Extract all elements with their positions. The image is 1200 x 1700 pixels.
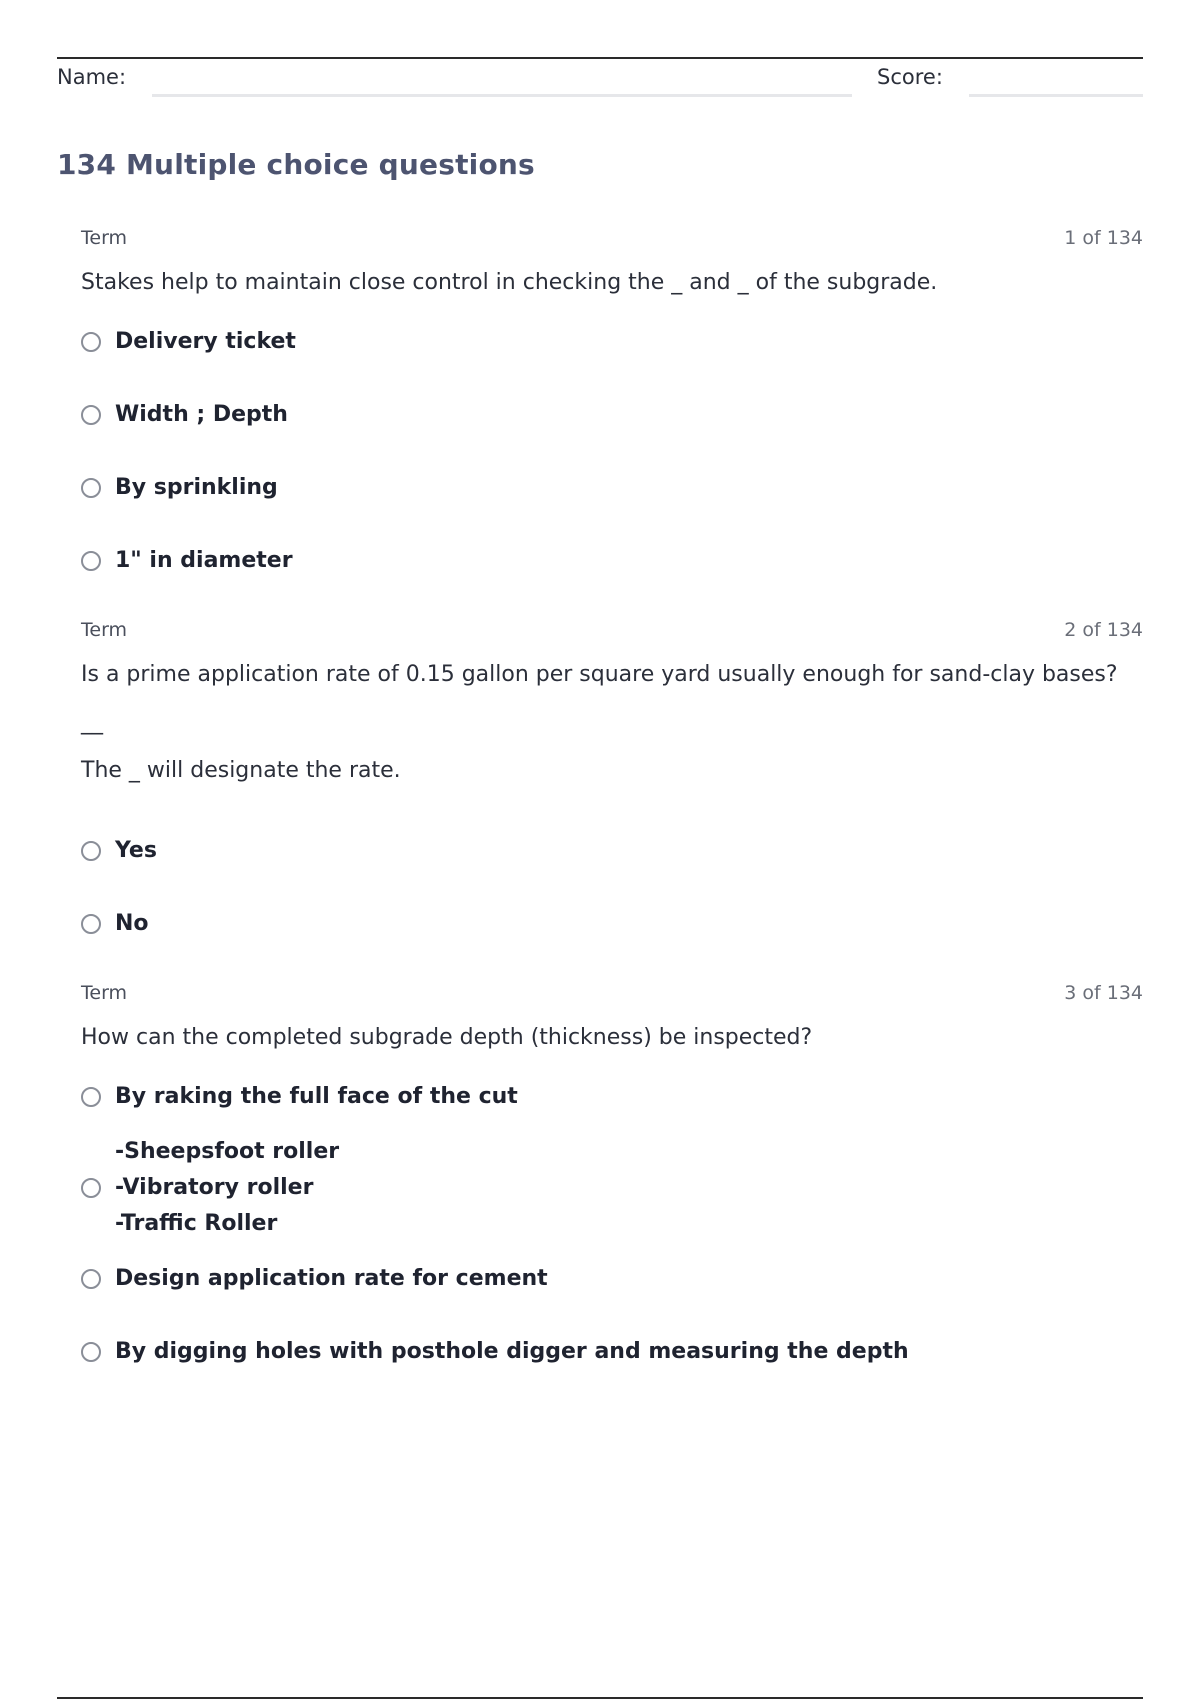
option-label: By raking the full face of the cut	[115, 1084, 518, 1109]
question-counter: 1 of 134	[1064, 227, 1143, 249]
question-text-line: Is a prime application rate of 0.15 gallon per square yard usually enough for sand-clay bases?	[81, 662, 1118, 687]
bottom-divider	[57, 1697, 1143, 1699]
question-counter: 2 of 134	[1064, 619, 1143, 641]
term-label: Term	[81, 619, 128, 641]
radio-button[interactable]	[81, 478, 101, 498]
answer-option[interactable]	[81, 397, 1081, 433]
question-text-line: Stakes help to maintain close control in checking the _ and _ of the subgrade.	[81, 270, 938, 295]
name-label: Name:	[57, 65, 127, 89]
score-label: Score:	[877, 65, 943, 89]
question-counter: 3 of 134	[1064, 982, 1143, 1004]
radio-button[interactable]	[81, 1178, 101, 1198]
radio-button[interactable]	[81, 1269, 101, 1289]
radio-button[interactable]	[81, 1087, 101, 1107]
term-label: Term	[81, 227, 128, 249]
option-label: No	[115, 911, 149, 936]
question-text	[81, 657, 1143, 789]
answer-option[interactable]	[81, 470, 1081, 506]
question-text	[81, 1020, 1143, 1056]
radio-button[interactable]	[81, 405, 101, 425]
option-label: Design application rate for cement	[115, 1266, 548, 1291]
header-row	[57, 62, 1143, 98]
option-label: By sprinkling	[115, 475, 278, 500]
option-label: Width ; Depth	[115, 402, 288, 427]
answer-option[interactable]	[81, 1134, 1081, 1242]
option-label: 1" in diameter	[115, 548, 293, 573]
option-label: By digging holes with posthole digger and measuring the depth	[115, 1339, 909, 1364]
question-text	[81, 265, 1143, 301]
question-text-line: __	[81, 710, 103, 735]
question-text-line: The _ will designate the rate.	[81, 758, 401, 783]
radio-button[interactable]	[81, 841, 101, 861]
name-field[interactable]	[152, 94, 852, 97]
answer-option[interactable]	[81, 1334, 1081, 1370]
answer-option[interactable]	[81, 1079, 1081, 1115]
worksheet-page	[57, 0, 1143, 1700]
score-field[interactable]	[969, 94, 1143, 97]
section-title: 134 Multiple choice questions	[57, 148, 535, 181]
radio-button[interactable]	[81, 1342, 101, 1362]
term-label: Term	[81, 982, 128, 1004]
radio-button[interactable]	[81, 551, 101, 571]
radio-button[interactable]	[81, 332, 101, 352]
answer-option[interactable]	[81, 906, 1081, 942]
answer-option[interactable]	[81, 1261, 1081, 1297]
radio-button[interactable]	[81, 914, 101, 934]
answer-option[interactable]	[81, 833, 1081, 869]
question-text-line: How can the completed subgrade depth (thickness) be inspected?	[81, 1025, 813, 1050]
option-label: Yes	[115, 838, 157, 863]
answer-option[interactable]	[81, 543, 1081, 579]
option-label: -Sheepsfoot roller -Vibratory roller -Traffic Roller	[115, 1139, 340, 1236]
option-label: Delivery ticket	[115, 329, 296, 354]
answer-option[interactable]	[81, 324, 1081, 360]
top-divider	[57, 57, 1143, 59]
